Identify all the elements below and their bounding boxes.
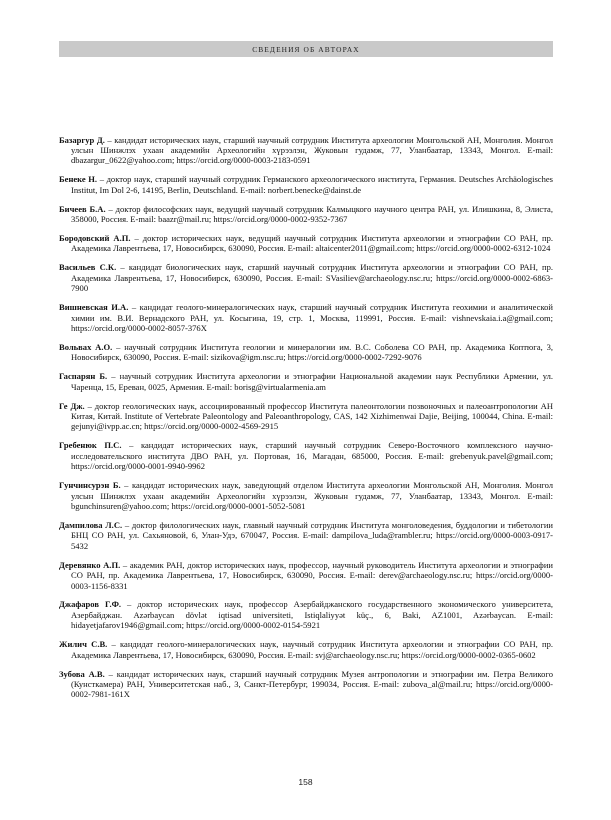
author-name: Зубова А.В.: [59, 668, 105, 679]
author-name: Бичеев Б.А.: [59, 203, 106, 214]
author-entry: [59, 639, 553, 660]
author-details: – академик РАН, доктор исторических наук, профессор, научный руководитель Института археологии и этнографии СО РАН, пр. Академика Лаврентьева, 17, Новосибирск, 630090, Россия. E-mail: derev@archaeology.nsc.ru; https://orcid.org/0000-0003-1156-8331: [71, 559, 553, 591]
author-list: [59, 126, 553, 706]
author-details: – кандидат геолого-минералогических наук, научный сотрудник Института археологии и этнографии СО РАН, пр. Академика Лаврентьева, 17, Новосибирск, 630090, Россия. E-mail: svj@archaeology.nsc.ru; https://orcid.org/0000-0002-0365-0602: [71, 639, 553, 660]
author-entry: [59, 135, 553, 166]
author-details: – доктор наук, старший научный сотрудник Германского археологического института, Германия. Deutsches Archäologisches Institut, Im Dol 2-6, 14195, Berlin, Deutschland. E-mail: norbert.benecke@dainst.de: [71, 174, 553, 195]
author-details: – доктор исторических наук, ведущий научный сотрудник Института археологии и этнографии СО РАН, пр. Академика Лаврентьева, 17, Новосибирск, 630090, Россия. E-mail: altaicenter2011@gmail.com; https://orcid.org/0000-0002-6312-1024: [71, 233, 553, 254]
author-name: Ге Дж.: [59, 400, 85, 411]
author-name: Вольвах А.О.: [59, 341, 113, 352]
author-details: – кандидат геолого-минералогических наук, старший научный сотрудник Института геохимии и аналитической химии им. В.И. Вернадского РАН, ул. Косыгина, 19, стр. 1, Москва, 119991, Россия. E-mail: vishnevskaia.i.a@gmail.com; https://orcid.org/0000-0002-8057-376X: [71, 302, 554, 333]
author-entry: [59, 233, 553, 254]
author-name: Гаспарян Б.: [59, 371, 108, 382]
author-details: – кандидат исторических наук, старший научный сотрудник Северо-Восточного комплексного научно-исследовательского института ДВО РАН, ул. Портовая, 16, Магадан, 685000, Россия. E-mail: grebenyuk.pavel@gmail.com; https://orcid.org/0000-0001-9940-9962: [71, 440, 553, 472]
author-details: – кандидат исторических наук, заведующий отделом Института археологии Монгольской АН, Монголия. Монгол улсын Шинжлэх ухаан академийн Археологийн хүрээлэн, Жуковын гудамж, 77, Уланбаатар, 13343, Монгол. E-mail: bgunchinsuren@yahoo.com; https://orcid.org/0000-0001-5052-5081: [71, 480, 553, 511]
author-entry: [59, 204, 553, 225]
author-entry: [59, 480, 553, 511]
author-entry: [59, 342, 553, 363]
author-entry: [59, 371, 553, 392]
author-details: – доктор философских наук, ведущий научный сотрудник Калмыцкого научного центра РАН, ул. Илишкина, 8, Элиста, 358000, Россия. E-mail: baazr@mail.ru; https://orcid.org/0000-0002-9352-7367: [71, 203, 553, 225]
author-details: – доктор геологических наук, ассоциированный профессор Института палеонтологии позвоночных и палеоантропологии АН Китая, Китай. Institute of Vertebrate Paleontology and Paleoanthropology, CAS, 142 Xizhimenwai Dajie, Beijing, 100044, China. E-mail: gejunyi@ivpp.ac.cn; https://orcid.org/0000-0002-4569-2915: [71, 400, 553, 432]
author-details: – доктор филологических наук, главный научный сотрудник Института монголоведения, буддологии и тибетологии БНЦ СО РАН, ул. Сахьяновой, 6, Улан-Удэ, 670047, Россия. E-mail: dampilova_luda@rambler.ru; https://orcid.org/0000-0003-0917-5432: [71, 519, 553, 551]
author-details: – научный сотрудник Института археологии и этнографии Национальной академии наук Республики Армении, ул. Чаренца, 15, Ереван, 0025, Армения. E-mail: borisg@virtualarmenia.am: [71, 371, 553, 392]
author-entry: [59, 560, 553, 591]
author-name: Базаргур Д.: [59, 134, 105, 145]
author-entry: [59, 302, 553, 333]
author-name: Бородовский А.П.: [59, 233, 131, 244]
author-entry: [59, 669, 553, 700]
author-name: Васильев С.К.: [59, 262, 117, 273]
author-name: Вишневская И.А.: [59, 302, 129, 313]
author-entry: [59, 440, 553, 471]
author-details: – кандидат исторических наук, старший научный сотрудник Института археологии Монгольской АН, Монголия. Монгол улсын Шинжлэх ухаан академийн Археологийн хүрээлэн, Жуковын гудамж, 77, Уланбаатар, 13343, Монгол. E-mail: dbazargur_0622@yahoo.com; https://orcid.org/0000-0003-2183-0591: [71, 134, 553, 166]
author-details: – доктор исторических наук, профессор Азербайджанского государственного экономического университета, Азербайджан. Azərbaycan dövlət iqtisad universiteti, Istiqlaliyyət küç., 6, Baki, AZ1001, Azərbaycan. E-mail: hidayetjafarov1946@gmail.com; https://orcid.org/0000-0002-0154-5921: [71, 599, 553, 631]
section-title: СВЕДЕНИЯ ОБ АВТОРАХ: [252, 44, 360, 54]
author-details: – кандидат исторических наук, старший научный сотрудник Музея антропологии и этнографии им. Петра Великого (Кунсткамера) РАН, Университетская наб., 3, Санкт-Петербург, 199034, Россия. E-mail: zubova_al@mail.ru; https://orcid.org/0000-0002-7981-161X: [71, 668, 553, 700]
author-name: Деревянко А.П.: [59, 559, 121, 570]
author-name: Жилич С.В.: [59, 639, 108, 650]
author-entry: [59, 520, 553, 551]
author-name: Гунчинсурэн Б.: [59, 480, 121, 491]
author-name: Гребенюк П.С.: [59, 440, 122, 451]
author-name: Дампилова Л.С.: [59, 519, 123, 530]
author-name: Джафаров Г.Ф.: [59, 599, 122, 610]
author-entry: [59, 174, 553, 195]
author-entry: [59, 262, 553, 293]
page-number: 158: [298, 777, 313, 787]
author-entry: [59, 599, 553, 630]
author-details: – научный сотрудник Института геологии и минералогии им. В.С. Соболева СО РАН, пр. Академика Коптюга, 3, Новосибирск, 630090, Россия. E-mail: sizikova@igm.nsc.ru; https://orcid.org/0000-0002-7292-9076: [71, 341, 553, 363]
author-entry: [59, 401, 553, 432]
author-details: – кандидат биологических наук, старший научный сотрудник Института археологии и этнографии СО РАН, пр. Академика Лаврентьева, 17, Новосибирск, 630090, Россия. E-mail: SVasiliev@archaeology.nsc.ru; https://orcid.org/0000-0002-6863-7900: [71, 262, 553, 294]
author-name: Бенеке Н.: [59, 174, 98, 185]
section-header: [59, 41, 553, 57]
